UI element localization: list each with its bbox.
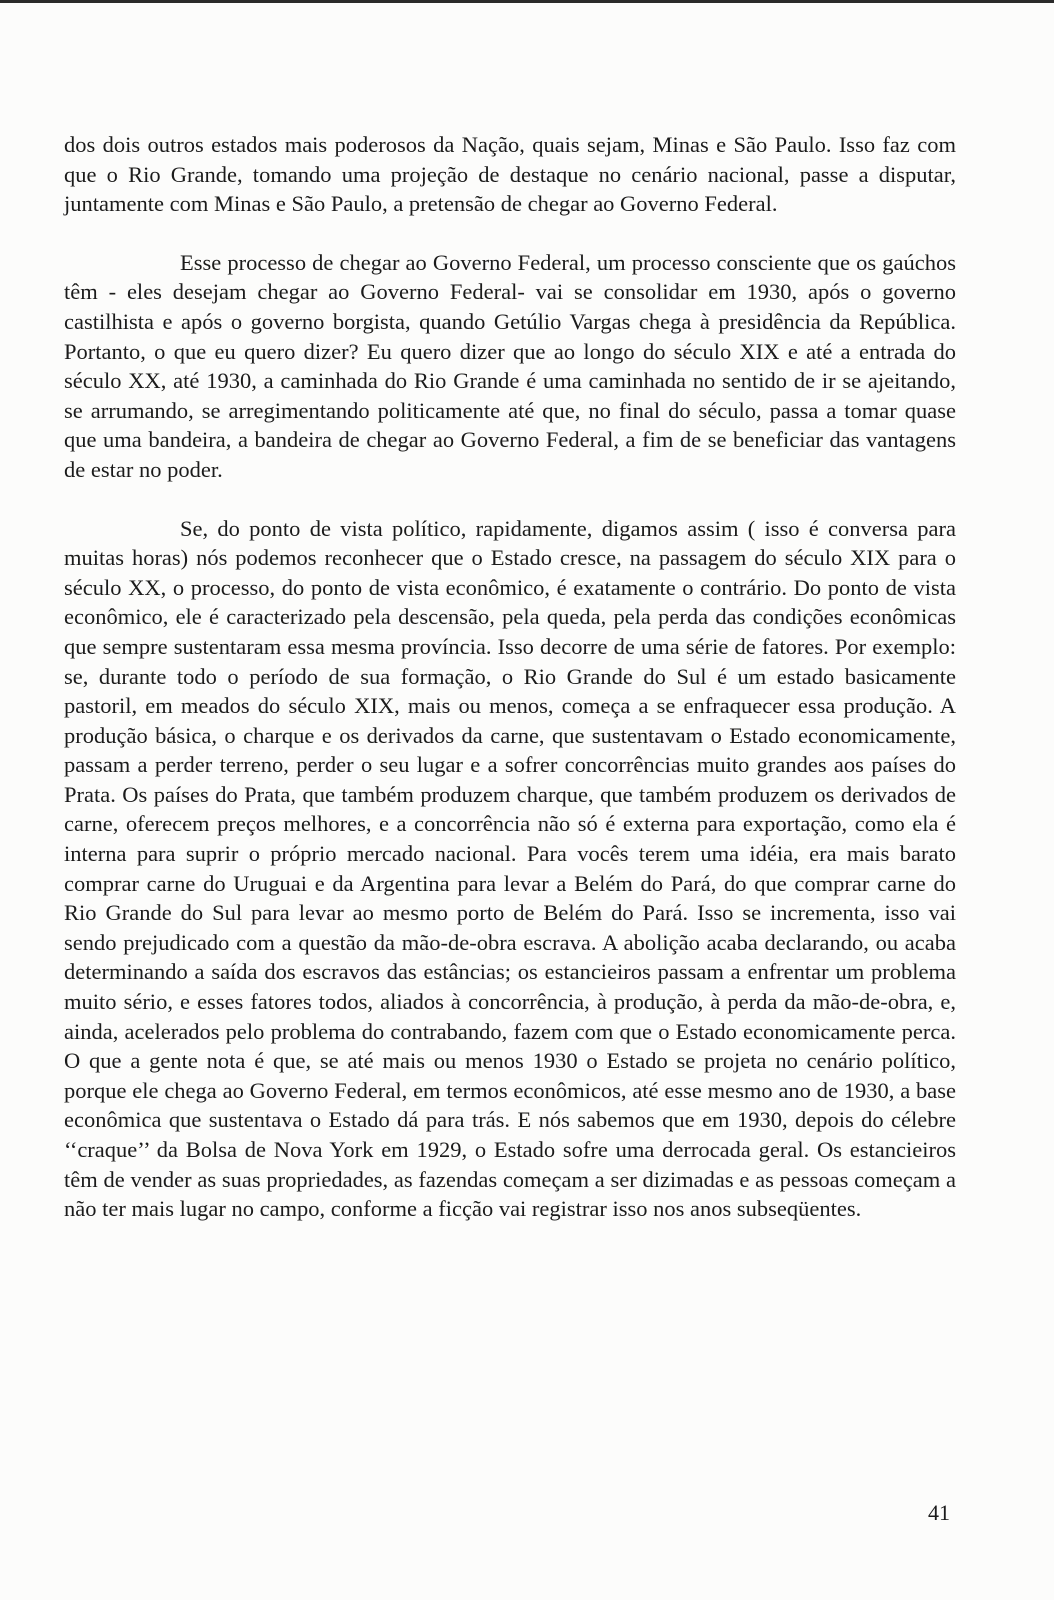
body-text xyxy=(64,130,956,1253)
paragraph-governo-federal: Esse processo de chegar ao Governo Federal, um processo consciente que os gaúchos têm - eles desejam chegar ao Governo Federal- vai se consolidar em 1930, após o governo castilhista e após o governo borgista, quando Getúlio Vargas chega à presidência da República. Portanto, o que eu quero dizer? Eu quero dizer que ao longo do século XIX e até a entrada do século XX, até 1930, a caminhada do Rio Grande é uma caminhada no sentido de ir se ajeitando, se arrumando, se arregimentando politicamente até que, no final do século, passa a tomar quase que uma bandeira, a bandeira de chegar ao Governo Federal, a fim de se beneficiar das vantagens de estar no poder. xyxy=(64,249,956,482)
page-number: 41 xyxy=(928,1500,950,1525)
paragraph-economia: Se, do ponto de vista político, rapidamente, digamos assim ( isso é conversa para muitas horas) nós podemos reconhecer que o Estado cresce, na passagem do século XIX para o século XX, o processo, do ponto de vista econômico, é exatamente o contrário. Do ponto de vista econômico, ele é caracterizado pela descensão, pela queda, pela perda das condições econômicas que sempre sustentaram essa mesma província. Isso decorre de uma série de fatores. Por exemplo: se, durante todo o período de sua formação, o Rio Grande do Sul é um estado basicamente pastoril, em meados do século XIX, mais ou menos, começa a se enfraquecer essa produção. A produção básica, o charque e os derivados da carne, que sustentavam o Estado economicamente, passam a perder terreno, perder o seu lugar e a sofrer concorrências muito grandes aos países do Prata. Os países do Prata, que também produzem charque, que também produzem os derivados de carne, oferecem preços melhores, e a concorrência não só é externa para exportação, como ela é interna para suprir o próprio mercado nacional. Para vocês terem uma idéia, era mais barato comprar carne do Uruguai e da Argentina para levar a Belém do Pará, do que comprar carne do Rio Grande do Sul para levar ao mesmo porto de Belém do Pará. Isso se incrementa, isso vai sendo prejudicado com a questão da mão-de-obra escrava. A abolição acaba declarando, ou acaba determinando a saída dos escravos das estâncias; os estancieiros passam a enfrentar um problema muito sério, e esses fatores todos, aliados à concorrência, à produção, à perda da mão-de-obra, e, ainda, acelerados pelo problema do contrabando, fazem com que o Estado economicamente perca. O que a gente nota é que, se até mais ou menos 1930 o Estado se projeta no cenário político, porque ele chega ao Governo Federal, em termos econômicos, até esse mesmo ano de 1930, a base econômica que sustentava o Estado dá para trás. E nós sabemos que em 1930, depois do célebre ‘‘craque’’ da Bolsa de Nova York em 1929, o Estado sofre uma derrocada geral. Os estancieiros têm de vender as suas propriedades, as fazendas começam a ser dizimadas e as pessoas começam a não ter mais lugar no campo, conforme a ficção vai registrar isso nos anos subseqüentes. xyxy=(64,515,956,1222)
paragraph-continuation: dos dois outros estados mais poderosos da Nação, quais sejam, Minas e São Paulo. Isso faz com que o Rio Grande, tomando uma projeção de destaque no cenário nacional, passe a disputar, juntamente com Minas e São Paulo, a pretensão de chegar ao Governo Federal. xyxy=(64,132,956,217)
scan-top-edge xyxy=(0,0,1054,3)
